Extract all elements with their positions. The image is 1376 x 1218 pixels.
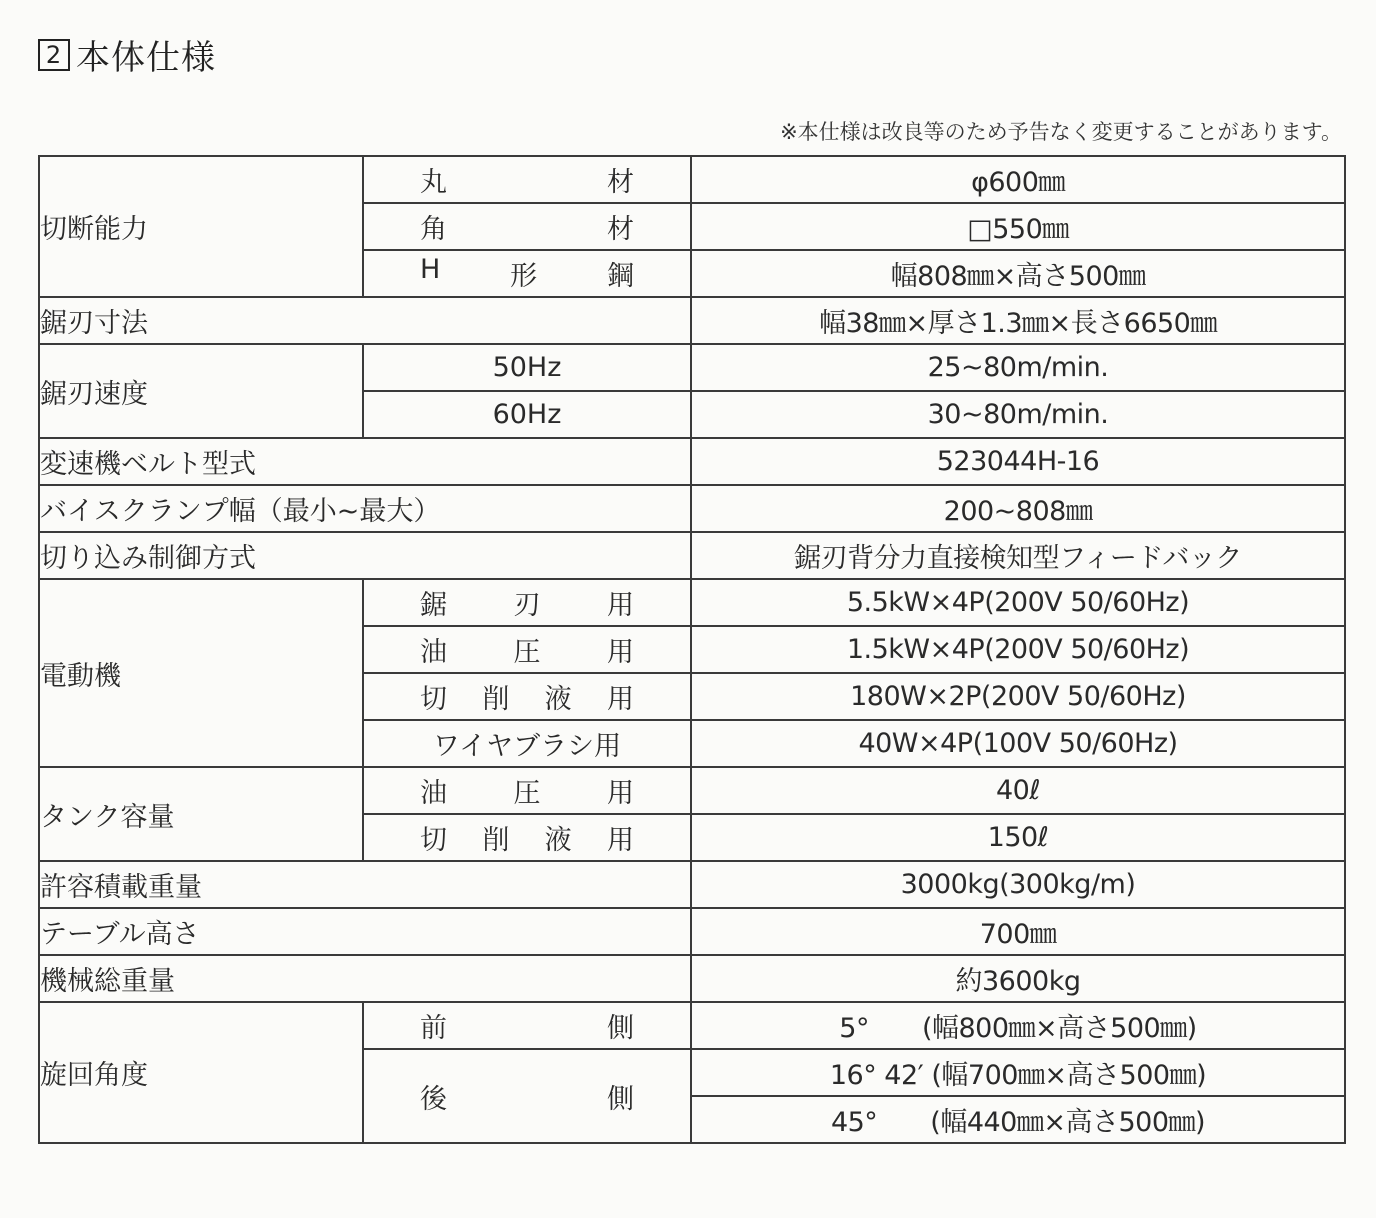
- motor-coolant-label: 切 削 液 用: [363, 673, 691, 720]
- section-title: 本体仕様: [76, 38, 216, 78]
- motor-hydraulic-value: 1.5kW×4P(200V 50/60Hz): [691, 626, 1345, 673]
- motor-blade-value: 5.5kW×4P(200V 50/60Hz): [691, 579, 1345, 626]
- table-row: [39, 767, 1345, 814]
- table-row: [39, 908, 1345, 955]
- table-row: [39, 861, 1345, 908]
- load-capacity-label: 許容積載重量: [39, 861, 691, 908]
- table-row: [39, 532, 1345, 579]
- table-row: [39, 344, 1345, 391]
- round-stock-label: 丸 材: [363, 156, 691, 203]
- feed-control-label: 切り込み制御方式: [39, 532, 691, 579]
- tank-coolant-value: 150ℓ: [691, 814, 1345, 861]
- tank-capacity-label: タンク容量: [39, 767, 363, 861]
- tank-hydraulic-value: 40ℓ: [691, 767, 1345, 814]
- table-row: [39, 955, 1345, 1002]
- table-height-label: テーブル高さ: [39, 908, 691, 955]
- motor-coolant-value: 180W×2P(200V 50/60Hz): [691, 673, 1345, 720]
- table-row: [39, 297, 1345, 344]
- cutting-capacity-label: 切断能力: [39, 156, 363, 297]
- load-capacity-value: 3000kg(300kg/m): [691, 861, 1345, 908]
- table-height-value: 700㎜: [691, 908, 1345, 955]
- motor-label: 電動機: [39, 579, 363, 767]
- swivel-rear-value-1: 16° 42′ (幅700㎜×高さ500㎜): [691, 1049, 1345, 1096]
- feed-control-value: 鋸刃背分力直接検知型フィードバック: [691, 532, 1345, 579]
- machine-weight-label: 機械総重量: [39, 955, 691, 1002]
- table-row: [39, 1002, 1345, 1049]
- swivel-rear-value-2: 45° (幅440㎜×高さ500㎜): [691, 1096, 1345, 1143]
- tank-coolant-label: 切 削 液 用: [363, 814, 691, 861]
- swivel-angle-label: 旋回角度: [39, 1002, 363, 1143]
- swivel-front-value: 5° (幅800㎜×高さ500㎜): [691, 1002, 1345, 1049]
- table-row: [39, 438, 1345, 485]
- table-row: [39, 579, 1345, 626]
- belt-type-label: 変速機ベルト型式: [39, 438, 691, 485]
- swivel-front-label: 前 側: [363, 1002, 691, 1049]
- speed-60hz-label: 60Hz: [363, 391, 691, 438]
- change-notice: ※本仕様は改良等のため予告なく変更することがあります。: [780, 120, 1342, 144]
- table-row: [39, 485, 1345, 532]
- vise-width-value: 200~808㎜: [691, 485, 1345, 532]
- blade-size-value: 幅38㎜×厚さ1.3㎜×長さ6650㎜: [691, 297, 1345, 344]
- belt-type-value: 523044H-16: [691, 438, 1345, 485]
- vise-width-label: バイスクランプ幅（最小~最大）: [39, 485, 691, 532]
- motor-blade-label: 鋸 刃 用: [363, 579, 691, 626]
- motor-brush-value: 40W×4P(100V 50/60Hz): [691, 720, 1345, 767]
- square-stock-label: 角 材: [363, 203, 691, 250]
- blade-speed-label: 鋸刃速度: [39, 344, 363, 438]
- round-stock-value: φ600㎜: [691, 156, 1345, 203]
- page-title: [38, 30, 216, 79]
- spec-table: [38, 155, 1346, 1144]
- motor-hydraulic-label: 油 圧 用: [363, 626, 691, 673]
- machine-weight-value: 約3600kg: [691, 955, 1345, 1002]
- speed-50hz-label: 50Hz: [363, 344, 691, 391]
- swivel-rear-label: 後 側: [363, 1049, 691, 1143]
- tank-hydraulic-label: 油 圧 用: [363, 767, 691, 814]
- blade-size-label: 鋸刃寸法: [39, 297, 691, 344]
- table-row: [39, 156, 1345, 203]
- h-beam-value: 幅808㎜×高さ500㎜: [691, 250, 1345, 297]
- square-stock-value: □550㎜: [691, 203, 1345, 250]
- speed-50hz-value: 25~80m/min.: [691, 344, 1345, 391]
- h-beam-label: H 形 鋼: [363, 250, 691, 297]
- motor-brush-label: ワイヤブラシ用: [363, 720, 691, 767]
- section-number: 2: [38, 39, 70, 71]
- speed-60hz-value: 30~80m/min.: [691, 391, 1345, 438]
